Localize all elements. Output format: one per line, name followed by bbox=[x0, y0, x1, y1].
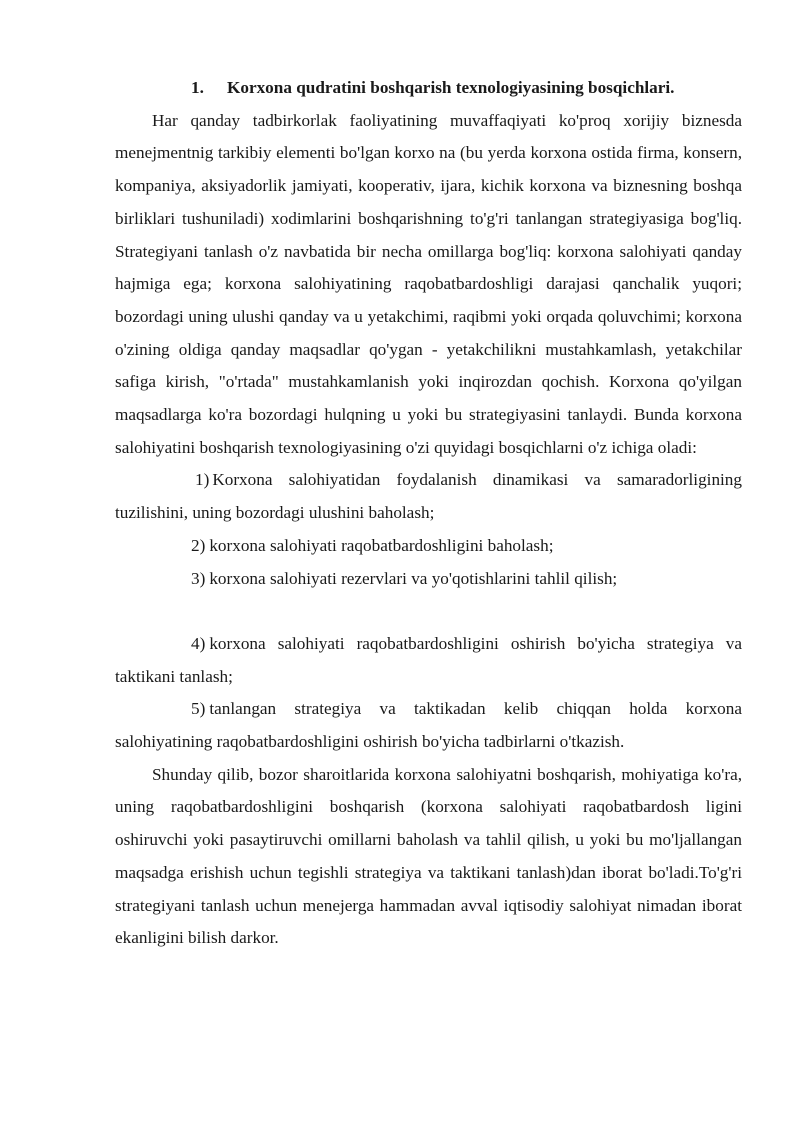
step-number: 1) bbox=[195, 470, 210, 490]
closing-paragraph: Shunday qilib, bozor sharoitlarida korxona salohiyatni boshqarish, mohiyatiga ko'ra, uning raqobatbardoshligini boshqarish (korxona salohiyati raqobatbardosh ligini oshiruvchi yoki pasaytiruvchi omillarni baholash va tahlil qilish, u yoki bu mo'ljallangan maqsadga erishish uchun tegishli strategiya va taktikani tanlash)dan iborat bo'ladi.To'g'ri strategiyani tanlash uchun menejerga hammadan avval iqtisodiy salohiyat nimadan iborat ekanligini bilish darkor. bbox=[115, 764, 742, 948]
step-item-5 bbox=[115, 693, 742, 758]
step-item-1 bbox=[115, 464, 742, 529]
step-text: tanlangan strategiya va taktikadan kelib chiqqan holda korxona salohiyatining raqobatbardoshligini oshirish bo'yicha tadbirlarni o'tkazish. bbox=[115, 699, 742, 752]
document-body bbox=[115, 72, 742, 955]
step-text: korxona salohiyati raqobatbardoshligini oshirish bo'yicha strategiya va taktikani tanlash; bbox=[115, 633, 742, 686]
step-number: 5) bbox=[191, 699, 206, 719]
intro-paragraph: Har qanday tadbirkorlak faoliyatining muvaffaqiyati ko'proq xorijiy biznesda menejmentnig tarkibiy elementi bo'lgan korxo na (bu yerda korxona ostida firma, konsern, kompaniya, aksiyadorlik jamiyati, kooperativ, ijara, kichik korxona va biznesning boshqa birliklari tushuniladi) xodimlarini boshqarishning to'g'ri tanlangan strategiyasiga bog'liq. Strategiyani tanlash o'z navbatida bir necha omillarga bog'liq: korxona salohiyati qanday hajmiga ega; korxona salohiyatining raqobatbardoshligi darajasi qanchalik yuqori; bozordagi uning ulushi qanday va u yetakchimi, raqibmi yoki orqada qoluvchimi; korxona o'zining oldiga qanday maqsadlar qo'ygan - yetakchilikni mustahkamlash, yetakchilar safiga kirish, "o'rtada" mustahkamlanish yoki inqirozdan qochish. Korxona qo'yilgan maqsadlarga ko'ra bozordagi hulqning u yoki bu strategiyasini tanlaydi. Bunda korxona salohiyatini boshqarish texnologiyasining o'zi quyidagi bosqichlarni o'z ichiga oladi: bbox=[115, 110, 742, 457]
step-number: 3) bbox=[191, 568, 206, 588]
section-number: 1. bbox=[191, 78, 204, 97]
step-number: 2) bbox=[191, 535, 206, 555]
step-text: korxona salohiyati rezervlari va yo'qotishlarini tahlil qilish; bbox=[209, 568, 618, 588]
blank-line bbox=[115, 595, 742, 628]
section-heading bbox=[115, 72, 742, 105]
step-number: 4) bbox=[191, 633, 206, 653]
step-item-2 bbox=[115, 530, 742, 563]
step-item-3 bbox=[115, 563, 742, 596]
section-title: Korxona qudratini boshqarish texnologiyasining bosqichlari. bbox=[227, 78, 675, 97]
step-text: Korxona salohiyatidan foydalanish dinamikasi va samaradorligining tuzilishini, uning bozordagi ulushini baholash; bbox=[115, 470, 742, 523]
step-item-4 bbox=[115, 628, 742, 693]
step-text: korxona salohiyati raqobatbardoshligini baholash; bbox=[209, 535, 554, 555]
